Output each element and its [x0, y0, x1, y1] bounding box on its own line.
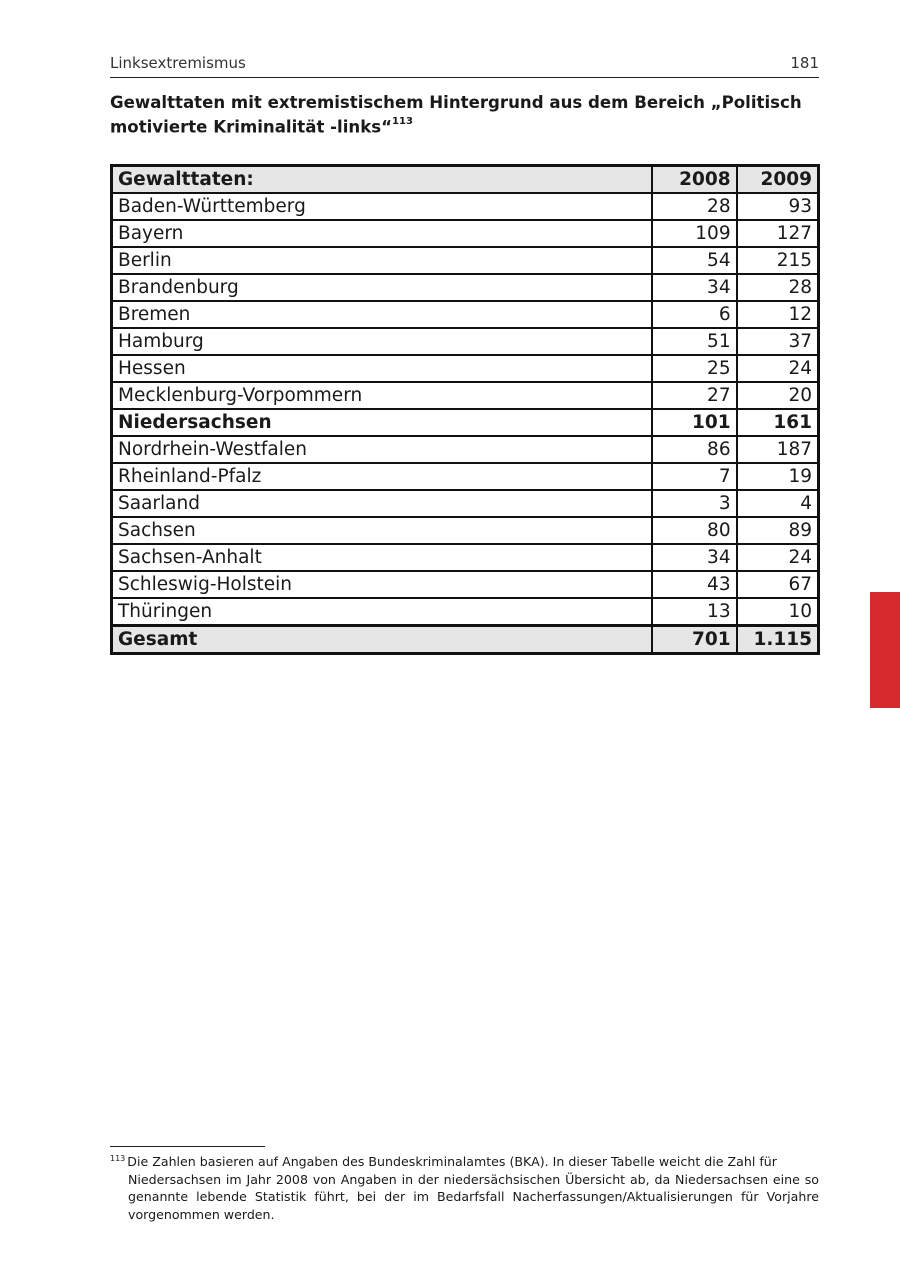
footnote-divider	[110, 1146, 265, 1147]
value-2009: 10	[737, 598, 819, 626]
value-2009: 161	[737, 409, 819, 436]
running-head	[110, 53, 819, 78]
table-row	[112, 247, 819, 274]
value-2009: 24	[737, 355, 819, 382]
violence-statistics-table	[110, 164, 820, 655]
state-name: Mecklenburg-Vorpommern	[112, 382, 652, 409]
state-name: Sachsen-Anhalt	[112, 544, 652, 571]
footnote-text-line1: Die Zahlen basieren auf Angaben des Bundeskriminalamtes (BKA). In dieser Tabelle weicht die Zahl für	[127, 1154, 777, 1169]
section-title: Linksextremismus	[110, 54, 246, 72]
state-name: Hamburg	[112, 328, 652, 355]
state-name: Baden-Württemberg	[112, 193, 652, 220]
value-2009: 20	[737, 382, 819, 409]
value-2008: 34	[652, 274, 737, 301]
state-name: Schleswig-Holstein	[112, 571, 652, 598]
state-name: Rheinland-Pfalz	[112, 463, 652, 490]
table-row	[112, 355, 819, 382]
state-name: Hessen	[112, 355, 652, 382]
table-row	[112, 274, 819, 301]
header-category: Gewalttaten:	[112, 166, 652, 194]
value-2009: 127	[737, 220, 819, 247]
value-2009: 4	[737, 490, 819, 517]
table-total-row	[112, 626, 819, 654]
header-year-2008: 2008	[652, 166, 737, 194]
value-2008: 109	[652, 220, 737, 247]
table-row	[112, 436, 819, 463]
state-name: Niedersachsen	[112, 409, 652, 436]
value-2008: 25	[652, 355, 737, 382]
value-2009: 67	[737, 571, 819, 598]
value-2008: 7	[652, 463, 737, 490]
value-2008: 13	[652, 598, 737, 626]
value-2009: 24	[737, 544, 819, 571]
table-row	[112, 382, 819, 409]
heading-text: Gewalttaten mit extremistischem Hintergrund aus dem Bereich „Politisch motivierte Kriminalität -links“	[110, 93, 802, 137]
value-2009: 19	[737, 463, 819, 490]
value-2008: 80	[652, 517, 737, 544]
chapter-marker-tab	[870, 592, 900, 708]
value-2008: 6	[652, 301, 737, 328]
value-2009: 28	[737, 274, 819, 301]
table-row	[112, 571, 819, 598]
total-label: Gesamt	[112, 626, 652, 654]
value-2009: 93	[737, 193, 819, 220]
state-name: Sachsen	[112, 517, 652, 544]
value-2008: 54	[652, 247, 737, 274]
state-name: Bremen	[112, 301, 652, 328]
value-2008: 43	[652, 571, 737, 598]
value-2009: 89	[737, 517, 819, 544]
table-row	[112, 193, 819, 220]
table-row	[112, 544, 819, 571]
table-row	[112, 220, 819, 247]
table-row	[112, 598, 819, 626]
table-row	[112, 517, 819, 544]
table-row-highlighted	[112, 409, 819, 436]
state-name: Berlin	[112, 247, 652, 274]
table-row	[112, 463, 819, 490]
state-name: Bayern	[112, 220, 652, 247]
value-2008: 28	[652, 193, 737, 220]
page-number: 181	[790, 54, 819, 72]
value-2009: 187	[737, 436, 819, 463]
state-name: Thüringen	[112, 598, 652, 626]
value-2008: 51	[652, 328, 737, 355]
value-2008: 27	[652, 382, 737, 409]
table-row	[112, 328, 819, 355]
total-2008: 701	[652, 626, 737, 654]
state-name: Nordrhein-Westfalen	[112, 436, 652, 463]
footnote-mark: 113	[110, 1154, 126, 1163]
header-year-2009: 2009	[737, 166, 819, 194]
value-2008: 34	[652, 544, 737, 571]
table-heading	[110, 92, 822, 138]
state-name: Saarland	[112, 490, 652, 517]
value-2009: 37	[737, 328, 819, 355]
value-2009: 215	[737, 247, 819, 274]
table-row	[112, 490, 819, 517]
state-name: Brandenburg	[112, 274, 652, 301]
footnote	[110, 1150, 819, 1223]
total-2009: 1.115	[737, 626, 819, 654]
value-2008: 86	[652, 436, 737, 463]
value-2008: 101	[652, 409, 737, 436]
footnote-text-rest: Niedersachsen im Jahr 2008 von Angaben in der niedersächsischen Übersicht ab, da Niedersachsen eine so genannte lebende Statistik führt, bei der im Bedarfsfall Nacherfassungen/Aktualisierungen für Vorjahre vorgenommen werden.	[128, 1171, 819, 1222]
value-2008: 3	[652, 490, 737, 517]
table-header-row	[112, 166, 819, 194]
table-row	[112, 301, 819, 328]
value-2009: 12	[737, 301, 819, 328]
heading-footnote-ref: 113	[392, 116, 413, 127]
